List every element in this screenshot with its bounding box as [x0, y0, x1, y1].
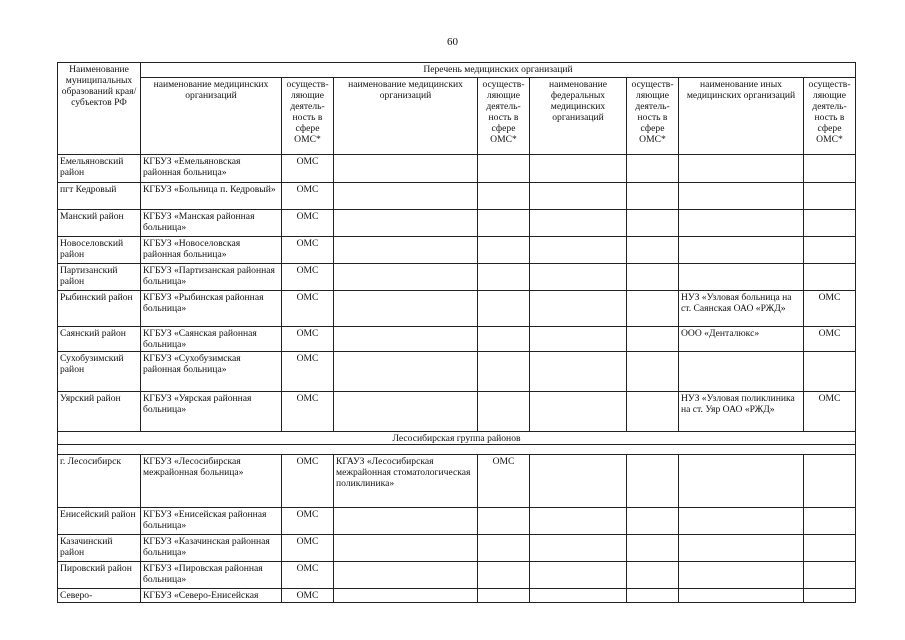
- cell-c8: ОМС: [804, 392, 856, 432]
- cell-c8: [804, 589, 856, 603]
- cell-c5: [530, 508, 627, 535]
- municipality-cell: Сухобузимский район: [58, 352, 141, 392]
- cell-c2: ОМС: [282, 392, 334, 432]
- header-col-3: наименование медицинских организаций: [334, 77, 478, 154]
- cell-c7: [679, 210, 804, 237]
- cell-c2: ОМС: [282, 535, 334, 562]
- table-row: [58, 237, 856, 264]
- cell-c1: КГБУЗ «Сухобузимская районная больница»: [141, 352, 282, 392]
- cell-c6: [627, 392, 679, 432]
- cell-c2: ОМС: [282, 589, 334, 603]
- cell-c5: [530, 155, 627, 183]
- header-col-7: наименование иных медицинских организаций: [679, 77, 804, 154]
- cell-c7: НУЗ «Узловая поликлиника на ст. Уяр ОАО «РЖД»: [679, 392, 804, 432]
- municipality-cell: пгт Кедровый: [58, 183, 141, 210]
- cell-c1: КГБУЗ «Казачинская районная больница»: [141, 535, 282, 562]
- cell-c3: [334, 589, 478, 603]
- cell-c7: [679, 589, 804, 603]
- cell-c5: [530, 264, 627, 291]
- table-row: [58, 455, 856, 508]
- cell-c4: [478, 352, 530, 392]
- table-row: [58, 589, 856, 603]
- cell-c7: НУЗ «Узловая больница на ст. Саянская ОАО «РЖД»: [679, 291, 804, 327]
- cell-c7: [679, 352, 804, 392]
- cell-c3: [334, 508, 478, 535]
- cell-c7: [679, 264, 804, 291]
- cell-c5: [530, 237, 627, 264]
- cell-c5: [530, 291, 627, 327]
- cell-c8: [804, 264, 856, 291]
- cell-c7: [679, 562, 804, 589]
- cell-c5: [530, 589, 627, 603]
- cell-c4: [478, 264, 530, 291]
- section-body: [58, 432, 856, 455]
- cell-c5: [530, 392, 627, 432]
- cell-c1: КГБУЗ «Партизанская районная больница»: [141, 264, 282, 291]
- header-col-2: осуществ-ляющие деятель-ность в сфере ОМС*: [282, 77, 334, 154]
- table-row: [58, 264, 856, 291]
- cell-c2: ОМС: [282, 264, 334, 291]
- cell-c4: [478, 155, 530, 183]
- cell-c6: [627, 155, 679, 183]
- cell-c5: [530, 455, 627, 508]
- cell-c7: [679, 508, 804, 535]
- header-col-4: осуществ-ляющие деятель-ность в сфере ОМС*: [478, 77, 530, 154]
- cell-c7: [679, 535, 804, 562]
- cell-c7: [679, 183, 804, 210]
- cell-c1: КГБУЗ «Енисейская районная больница»: [141, 508, 282, 535]
- cell-c8: [804, 455, 856, 508]
- cell-c6: [627, 237, 679, 264]
- group1-body: [58, 155, 856, 432]
- cell-c4: [478, 237, 530, 264]
- cell-c7: [679, 155, 804, 183]
- cell-c3: [334, 392, 478, 432]
- cell-c3: [334, 210, 478, 237]
- municipality-cell: Казачинский район: [58, 535, 141, 562]
- group2-body: [58, 455, 856, 603]
- cell-c8: [804, 352, 856, 392]
- cell-c1: КГБУЗ «Уярская районная больница»: [141, 392, 282, 432]
- cell-c5: [530, 210, 627, 237]
- municipality-cell: Енисейский район: [58, 508, 141, 535]
- cell-c4: [478, 392, 530, 432]
- header-row-top: [58, 63, 856, 78]
- municipality-cell: Партизанский район: [58, 264, 141, 291]
- cell-c5: [530, 352, 627, 392]
- cell-c2: ОМС: [282, 183, 334, 210]
- cell-c3: [334, 562, 478, 589]
- cell-c4: [478, 210, 530, 237]
- header-row-columns: [58, 77, 856, 154]
- table-row: [58, 291, 856, 327]
- cell-c4: [478, 589, 530, 603]
- cell-c2: ОМС: [282, 562, 334, 589]
- cell-c7: ООО «Денталюкс»: [679, 327, 804, 352]
- cell-c3: КГАУЗ «Лесосибирская межрайонная стоматологическая поликлиника»: [334, 455, 478, 508]
- cell-c3: [334, 264, 478, 291]
- page-number: 60: [447, 36, 458, 48]
- cell-c8: [804, 562, 856, 589]
- cell-c1: КГБУЗ «Больница п. Кедровый»: [141, 183, 282, 210]
- cell-c6: [627, 291, 679, 327]
- cell-c1: КГБУЗ «Манская районная больница»: [141, 210, 282, 237]
- cell-c2: ОМС: [282, 455, 334, 508]
- cell-c4: [478, 327, 530, 352]
- cell-c7: [679, 455, 804, 508]
- table-row: [58, 155, 856, 183]
- cell-c8: [804, 210, 856, 237]
- municipality-cell: Уярский район: [58, 392, 141, 432]
- cell-c4: [478, 183, 530, 210]
- table-row: [58, 508, 856, 535]
- cell-c8: [804, 237, 856, 264]
- table-row: [58, 210, 856, 237]
- cell-c1: КГБУЗ «Саянская районная больница»: [141, 327, 282, 352]
- cell-c1: КГБУЗ «Лесосибирская межрайонная больница»: [141, 455, 282, 508]
- cell-c2: ОМС: [282, 291, 334, 327]
- municipality-cell: Саянский район: [58, 327, 141, 352]
- cell-c8: [804, 183, 856, 210]
- cell-c1: КГБУЗ «Пировская районная больница»: [141, 562, 282, 589]
- cell-c2: ОМС: [282, 237, 334, 264]
- cell-c1: КГБУЗ «Северо-Енисейская: [141, 589, 282, 603]
- municipality-cell: Северо-: [58, 589, 141, 603]
- cell-c3: [334, 237, 478, 264]
- cell-c3: [334, 327, 478, 352]
- cell-c3: [334, 183, 478, 210]
- cell-c5: [530, 327, 627, 352]
- table-row: [58, 352, 856, 392]
- cell-c6: [627, 562, 679, 589]
- cell-c6: [627, 535, 679, 562]
- cell-c2: ОМС: [282, 327, 334, 352]
- header-col-6: осуществ-ляющие деятель-ность в сфере ОМС*: [627, 77, 679, 154]
- cell-c2: ОМС: [282, 352, 334, 392]
- cell-c1: КГБУЗ «Новоселовская районная больница»: [141, 237, 282, 264]
- cell-c7: [679, 237, 804, 264]
- cell-c8: [804, 535, 856, 562]
- cell-c4: [478, 535, 530, 562]
- municipality-cell: Емельяновский район: [58, 155, 141, 183]
- spacer-cell: [58, 445, 856, 455]
- spacer-row: [58, 445, 856, 455]
- section-title: Лесосибирская группа районов: [58, 432, 856, 445]
- cell-c6: [627, 508, 679, 535]
- cell-c6: [627, 352, 679, 392]
- cell-c8: ОМС: [804, 291, 856, 327]
- table-row: [58, 535, 856, 562]
- cell-c3: [334, 155, 478, 183]
- cell-c6: [627, 455, 679, 508]
- header-col-8: осуществ-ляющие деятель-ность в сфере ОМС*: [804, 77, 856, 154]
- cell-c3: [334, 352, 478, 392]
- cell-c4: [478, 562, 530, 589]
- header-group-title: Перечень медицинских организаций: [141, 63, 856, 78]
- cell-c4: [478, 508, 530, 535]
- cell-c6: [627, 183, 679, 210]
- table-row: [58, 562, 856, 589]
- cell-c1: КГБУЗ «Рыбинская районная больница»: [141, 291, 282, 327]
- header-col-5: наименование федеральных медицинских организаций: [530, 77, 627, 154]
- medical-organizations-table: [57, 62, 856, 603]
- cell-c6: [627, 327, 679, 352]
- municipality-cell: Рыбинский район: [58, 291, 141, 327]
- cell-c5: [530, 183, 627, 210]
- cell-c4: [478, 291, 530, 327]
- cell-c1: КГБУЗ «Емельяновская районная больница»: [141, 155, 282, 183]
- cell-c4: ОМС: [478, 455, 530, 508]
- cell-c3: [334, 291, 478, 327]
- municipality-cell: Манский район: [58, 210, 141, 237]
- table-row: [58, 327, 856, 352]
- municipality-cell: г. Лесосибирск: [58, 455, 141, 508]
- cell-c8: [804, 508, 856, 535]
- municipality-cell: Новоселовский район: [58, 237, 141, 264]
- cell-c3: [334, 535, 478, 562]
- header-col-1: наименование медицинских организаций: [141, 77, 282, 154]
- table-row: [58, 392, 856, 432]
- cell-c6: [627, 210, 679, 237]
- cell-c8: ОМС: [804, 327, 856, 352]
- cell-c6: [627, 589, 679, 603]
- cell-c5: [530, 562, 627, 589]
- cell-c2: ОМС: [282, 155, 334, 183]
- cell-c5: [530, 535, 627, 562]
- cell-c2: ОМС: [282, 508, 334, 535]
- municipality-cell: Пировский район: [58, 562, 141, 589]
- cell-c6: [627, 264, 679, 291]
- section-row: [58, 432, 856, 445]
- cell-c2: ОМС: [282, 210, 334, 237]
- table-row: [58, 183, 856, 210]
- header-municipality: Наименование муниципальных образований края/субъектов РФ: [58, 63, 141, 155]
- cell-c8: [804, 155, 856, 183]
